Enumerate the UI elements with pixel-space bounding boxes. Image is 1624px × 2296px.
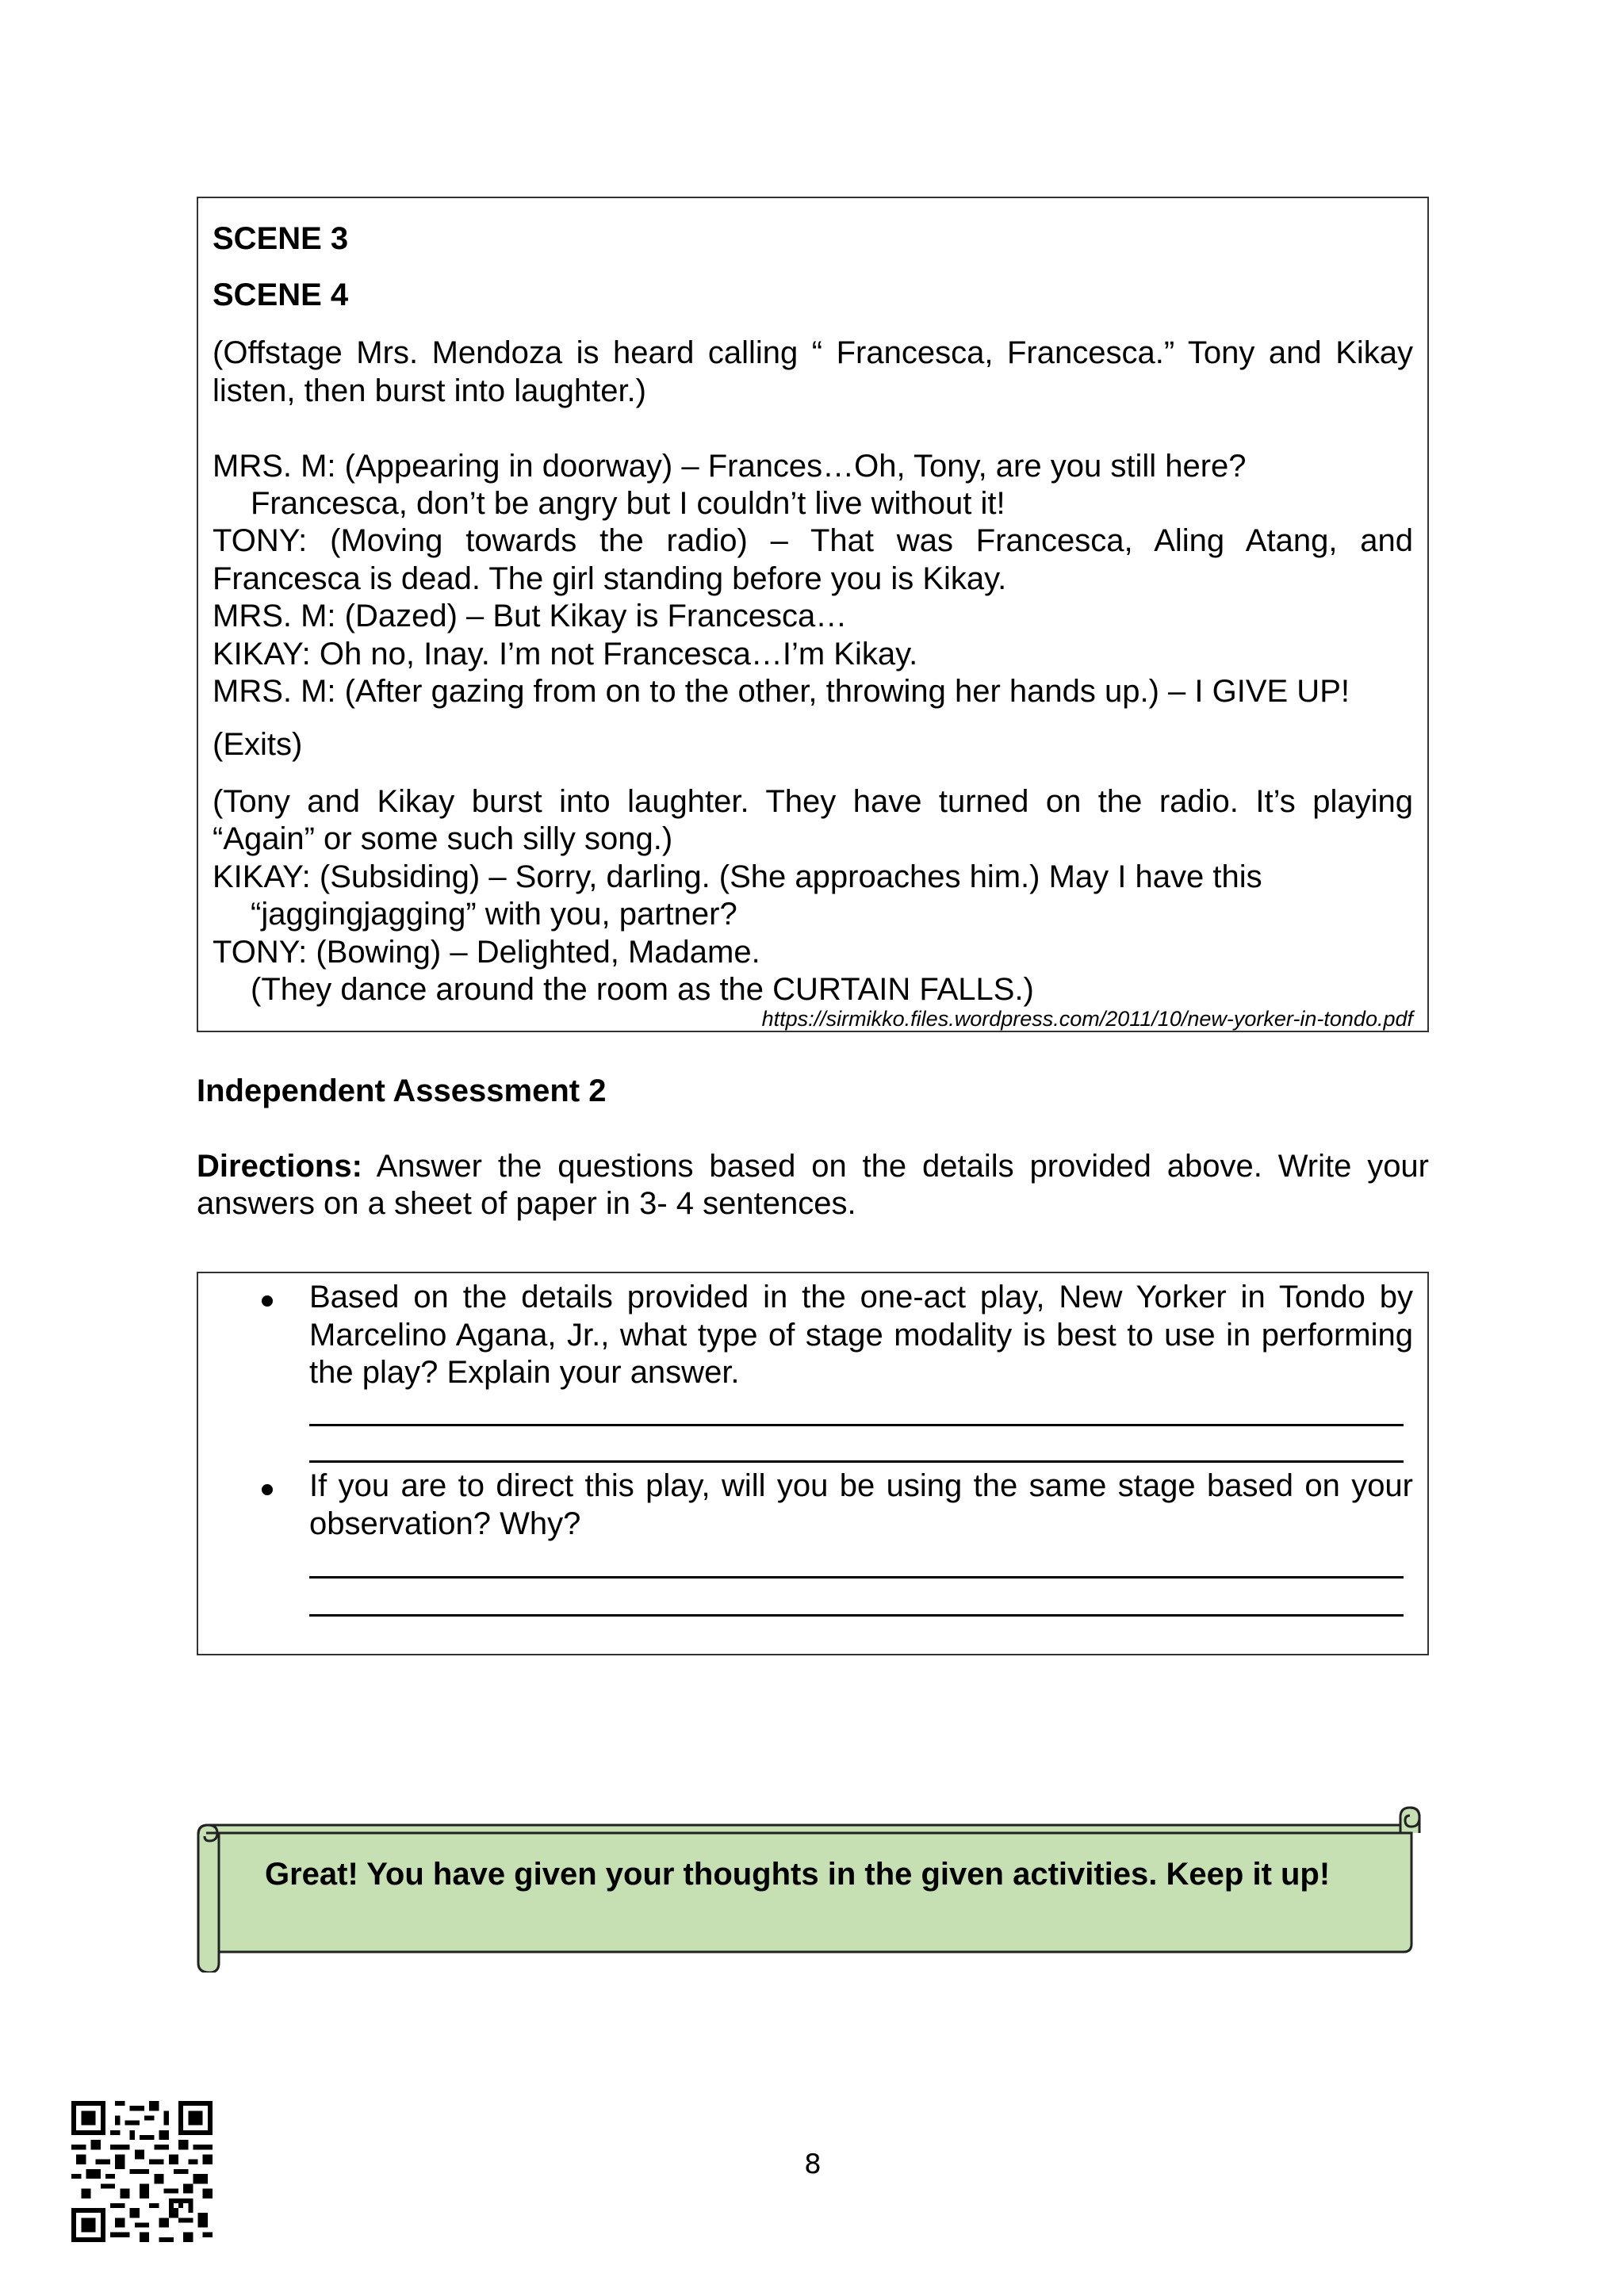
dialogue-line: MRS. M: (Appearing in doorway) – Frances…Oh, Tony, are you still here? <box>213 449 1247 484</box>
source-url: https://sirmikko.files.wordpress.com/2011/10/new-yorker-in-tondo.pdf <box>761 1007 1413 1031</box>
answer-line[interactable] <box>309 1614 1404 1617</box>
dialogue-line: “jaggingjagging” with you, partner? <box>251 897 737 932</box>
dialogue-line: Francesca is dead. The girl standing before you is Kikay. <box>213 561 1007 596</box>
stage-direction-line: listen, then burst into laughter.) <box>213 373 646 408</box>
directions-body: Answer the questions based on the details provided above. Write your <box>362 1149 1429 1184</box>
scene-4-heading: SCENE 4 <box>213 277 349 312</box>
encouragement-message: Great! You have given your thoughts in the given activities. Keep it up! <box>265 1857 1331 1892</box>
dialogue-line: Francesca, don’t be angry but I couldn’t live without it! <box>251 486 1005 521</box>
question-line: the play? Explain your answer. <box>309 1355 740 1390</box>
dialogue-line: KIKAY: (Subsiding) – Sorry, darling. (She approaches him.) May I have this <box>213 859 1262 894</box>
dialogue-line: KIKAY: Oh no, Inay. I’m not Francesca…I’m Kikay. <box>213 637 918 672</box>
directions-text-line2: answers on a sheet of paper in 3- 4 sentences. <box>197 1186 856 1221</box>
stage-direction-line: (Offstage Mrs. Mendoza is heard calling “ Francesca, Francesca.” Tony and Kikay <box>213 335 1413 370</box>
dialogue-line: MRS. M: (Dazed) – But Kikay is Francesca… <box>213 599 848 633</box>
answer-line[interactable] <box>309 1460 1404 1463</box>
answer-line[interactable] <box>309 1576 1404 1578</box>
assessment-heading: Independent Assessment 2 <box>197 1073 607 1108</box>
question-line: Marcelino Agana, Jr., what type of stage modality is best to use in performing <box>309 1318 1413 1353</box>
directions-text <box>197 1147 1429 1185</box>
qr-code-icon <box>71 2101 213 2242</box>
bullet-icon <box>262 1484 273 1495</box>
exits-direction: (Exits) <box>213 727 303 762</box>
stage-direction-line: “Again” or some such silly song.) <box>213 821 673 856</box>
dialogue-line: TONY: (Bowing) – Delighted, Madame. <box>213 935 760 970</box>
bullet-icon <box>262 1295 273 1307</box>
page-number: 8 <box>804 2149 822 2180</box>
stage-direction-line: (Tony and Kikay burst into laughter. They have turned on the radio. It’s playing <box>213 784 1413 819</box>
answer-line[interactable] <box>309 1424 1404 1426</box>
question-line: Based on the details provided in the one-act play, New Yorker in Tondo by <box>309 1280 1413 1314</box>
question-line: observation? Why? <box>309 1506 581 1541</box>
question-line: If you are to direct this play, will you be using the same stage based on your <box>309 1468 1413 1503</box>
stage-direction-line: (They dance around the room as the CURTAIN FALLS.) <box>251 972 1034 1007</box>
scene-3-heading: SCENE 3 <box>213 221 349 256</box>
dialogue-line: MRS. M: (After gazing from on to the other, throwing her hands up.) – I GIVE UP! <box>213 674 1350 709</box>
dialogue-line: TONY: (Moving towards the radio) – That was Francesca, Aling Atang, and <box>213 523 1413 558</box>
directions-label: Directions: <box>197 1149 362 1184</box>
